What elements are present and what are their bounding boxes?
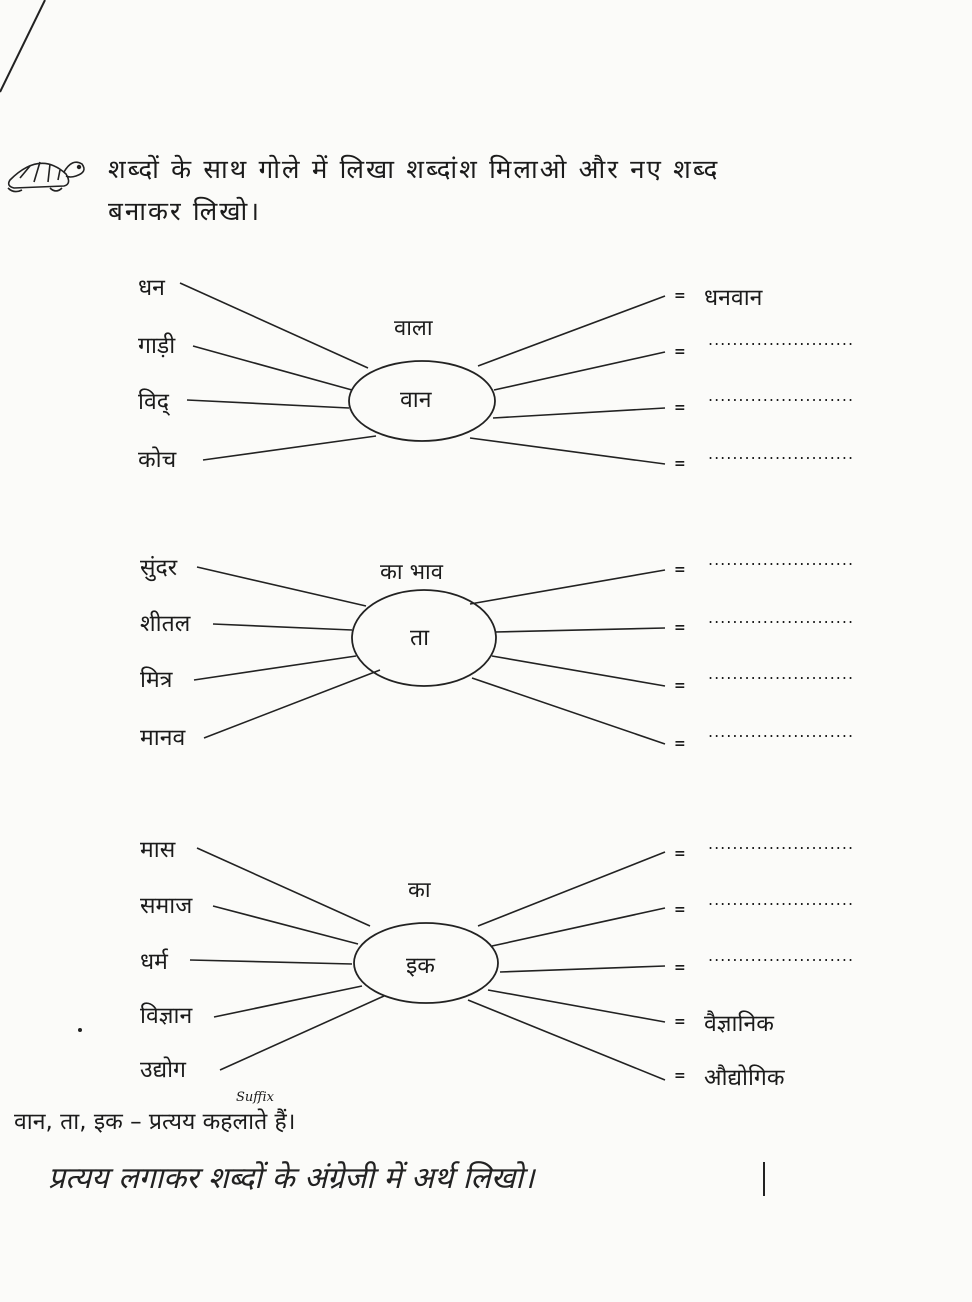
spoke: [197, 848, 370, 926]
answer-blank: ........................: [708, 722, 855, 741]
equals-sign: =: [674, 344, 686, 360]
margin-stroke: [0, 0, 45, 92]
spoke: [214, 986, 362, 1017]
spoke: [492, 656, 665, 686]
handwritten-suffix-note: Suffix: [236, 1090, 274, 1105]
answer-blank: ........................: [708, 890, 855, 909]
group-3-word: समाज: [140, 893, 193, 919]
group-2-spokes: [194, 567, 665, 744]
answer-blank: ........................: [708, 608, 855, 627]
spoke: [470, 570, 665, 604]
suffix-statement: वान, ता, इक – प्रत्यय कहलाते हैं।: [14, 1109, 296, 1135]
group-1-word: धन: [138, 275, 165, 301]
spoke: [180, 283, 368, 368]
spoke: [492, 908, 665, 946]
equals-sign: =: [674, 456, 686, 472]
spoke: [197, 567, 366, 606]
spoke: [213, 906, 358, 944]
equals-sign: =: [674, 736, 686, 752]
equals-sign: =: [674, 678, 686, 694]
spoke: [193, 346, 352, 390]
group-2-suffix: ता: [410, 625, 430, 651]
spoke: [194, 656, 356, 680]
spoke: [470, 438, 665, 464]
equals-sign: =: [674, 562, 686, 578]
group-1-word: विद्: [138, 389, 169, 415]
group-3-suffix: इक: [406, 953, 435, 979]
spoke: [500, 966, 665, 972]
group-2-word: मानव: [140, 725, 186, 751]
spoke: [495, 628, 665, 632]
equals-sign: =: [674, 400, 686, 416]
handwritten-instruction: प्रत्यय लगाकर शब्दों के अंग्रेजी में अर्थ लिखो।: [48, 1161, 535, 1196]
turtle-icon: [8, 162, 84, 192]
instruction-line-2: बनाकर लिखो।: [108, 197, 262, 227]
spoke: [203, 436, 376, 460]
spoke: [220, 996, 384, 1070]
equals-sign: =: [674, 620, 686, 636]
spoke: [493, 408, 665, 418]
equals-sign: =: [674, 1014, 686, 1030]
answer-blank: ........................: [708, 946, 855, 965]
answer-blank: ........................: [708, 550, 855, 569]
group-3-word: विज्ञान: [140, 1003, 193, 1029]
group-3-answer: वैज्ञानिक: [704, 1011, 774, 1037]
equals-sign: =: [674, 902, 686, 918]
group-2-word: सुंदर: [140, 555, 178, 581]
spoke: [187, 400, 349, 408]
equals-sign: =: [674, 960, 686, 976]
group-1-spokes: [180, 283, 665, 464]
equals-sign: =: [674, 846, 686, 862]
answer-blank: ........................: [708, 386, 855, 405]
spoke: [190, 960, 352, 964]
answer-blank: ........................: [708, 664, 855, 683]
answer-blank: ........................: [708, 330, 855, 349]
spoke: [478, 296, 665, 366]
group-1-word: कोच: [138, 447, 177, 473]
group-3-answer: औद्योगिक: [704, 1065, 785, 1091]
group-1-suffix: वान: [400, 387, 432, 413]
group-1-meaning: वाला: [394, 316, 433, 341]
equals-sign: =: [674, 1068, 686, 1084]
spoke: [213, 624, 352, 630]
spoke: [204, 670, 380, 738]
group-3-word: धर्म: [140, 949, 168, 975]
group-3-meaning: का: [408, 878, 431, 903]
instruction-line-1: शब्दों के साथ गोले में लिखा शब्दांश मिलाओ और नए शब्द: [108, 155, 720, 185]
answer-blank: ........................: [708, 834, 855, 853]
spoke: [488, 990, 665, 1022]
answer-blank: ........................: [708, 444, 855, 463]
group-3-word: उद्योग: [140, 1057, 187, 1083]
group-1-answer: धनवान: [704, 285, 763, 311]
group-3-word: मास: [140, 837, 176, 863]
group-2-word: शीतल: [140, 611, 191, 637]
stray-dot: [78, 1028, 82, 1032]
group-2-word: मित्र: [140, 667, 173, 693]
spoke: [472, 678, 665, 744]
equals-sign: =: [674, 288, 686, 304]
group-1-word: गाड़ी: [138, 333, 176, 359]
spoke: [494, 352, 665, 390]
group-2-meaning: का भाव: [380, 560, 443, 585]
spoke: [468, 1000, 665, 1080]
